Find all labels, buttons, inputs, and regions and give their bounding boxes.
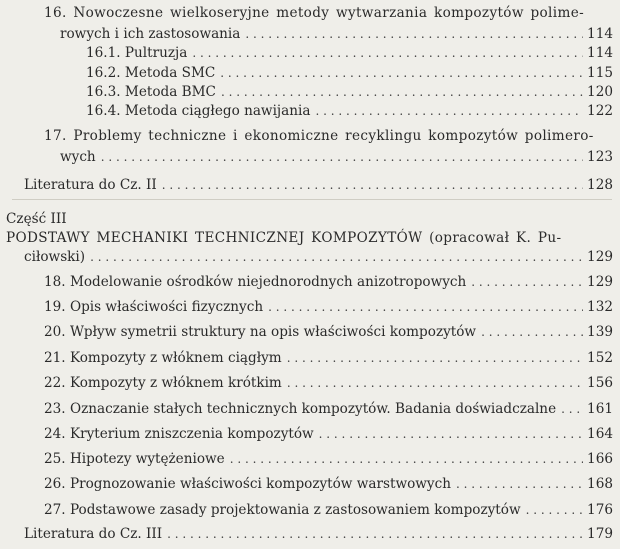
- dot-leader: [101, 149, 583, 166]
- toc-entry-title: Literatura do Cz. III: [24, 526, 163, 542]
- toc-entry-25: [44, 451, 613, 468]
- toc-page-number: 129: [587, 249, 613, 265]
- toc-entry-16-line1: 16. Nowoczesne wielkoseryjne metody wytwarzania kompozytów polime-: [44, 5, 585, 21]
- toc-page-number: 114: [587, 45, 613, 61]
- toc-entry-24: [44, 426, 613, 443]
- dot-leader: [220, 65, 583, 82]
- toc-page-number: 152: [587, 350, 613, 366]
- toc-page-number: 139: [587, 324, 613, 340]
- toc-page-number: 166: [587, 451, 613, 467]
- toc-entry-title: 16.4. Metoda ciągłego nawijania: [86, 103, 311, 119]
- dot-leader: [561, 401, 583, 418]
- toc-page-number: 161: [587, 401, 613, 417]
- toc-entry-title: 20. Wpływ symetrii struktury na opis właściwości kompozytów: [44, 324, 477, 340]
- toc-entry-22: [44, 375, 613, 392]
- toc-subentry-16-4: [86, 103, 613, 120]
- toc-page-number: 179: [587, 526, 613, 542]
- toc-entry-title: 27. Podstawowe zasady projektowania z zastosowaniem kompozytów: [44, 502, 521, 518]
- toc-entry-title: wych: [60, 149, 96, 165]
- toc-page-number: 122: [587, 103, 613, 119]
- toc-entry-26: [44, 476, 613, 493]
- part-title-line1: PODSTAWY MECHANIKI TECHNICZNEJ KOMPOZYTÓW (opracował K. Pu-: [6, 230, 562, 246]
- toc-page-number: 129: [587, 274, 613, 290]
- dot-leader: [526, 502, 583, 519]
- dot-leader: [221, 84, 583, 101]
- dot-leader: [245, 26, 583, 43]
- toc-entry-27: [44, 502, 613, 519]
- toc-page-number: 132: [587, 299, 613, 315]
- toc-entry-literature-part-3: [24, 526, 613, 543]
- part-label: Część III: [6, 211, 67, 227]
- dot-leader: [287, 350, 583, 367]
- dot-leader: [230, 451, 583, 468]
- dot-leader: [319, 426, 583, 443]
- toc-entry-title: Literatura do Cz. II: [24, 177, 157, 193]
- toc-entry-title: rowych i ich zastosowania: [60, 26, 241, 42]
- page-divider: [12, 199, 612, 200]
- toc-page-number: 168: [587, 476, 613, 492]
- toc-entry-title: 22. Kompozyty z włóknem krótkim: [44, 375, 282, 391]
- toc-page-number: 123: [587, 149, 613, 165]
- dot-leader: [268, 299, 583, 316]
- toc-entry-title: ciłowski): [24, 249, 86, 265]
- part-title-entry: [24, 249, 613, 266]
- toc-entry-title: 16.1. Pultruzja: [86, 45, 188, 61]
- toc-entry-21: [44, 350, 613, 367]
- toc-page-number: 128: [587, 177, 613, 193]
- toc-page-number: 156: [587, 375, 613, 391]
- toc-entry-17: [60, 149, 613, 166]
- toc-page-number: 120: [587, 84, 613, 100]
- toc-page-number: 164: [587, 426, 613, 442]
- toc-entry-19: [44, 299, 613, 316]
- toc-entry-title: 23. Oznaczanie stałych technicznych kompozytów. Badania doświadczalne: [44, 401, 557, 417]
- dot-leader: [481, 324, 583, 341]
- toc-subentry-16-1: [86, 45, 613, 62]
- dot-leader: [456, 476, 583, 493]
- toc-subentry-16-3: [86, 84, 613, 101]
- dot-leader: [162, 177, 583, 194]
- dot-leader: [471, 274, 583, 291]
- dot-leader: [192, 45, 583, 62]
- toc-entry-title: 24. Kryterium zniszczenia kompozytów: [44, 426, 314, 442]
- toc-entry-title: 18. Modelowanie ośrodków niejednorodnych anizotropowych: [44, 274, 467, 290]
- toc-entry-title: 26. Prognozowanie właściwości kompozytów warstwowych: [44, 476, 451, 492]
- toc-entry-20: [44, 324, 613, 341]
- dot-leader: [167, 526, 583, 543]
- toc-page-number: 176: [587, 502, 613, 518]
- toc-entry-23: [44, 401, 613, 418]
- toc-entry-16: [60, 26, 613, 43]
- toc-entry-title: 16.3. Metoda BMC: [86, 84, 216, 100]
- toc-entry-title: 21. Kompozyty z włóknem ciągłym: [44, 350, 282, 366]
- dot-leader: [287, 375, 583, 392]
- toc-entry-18: [44, 274, 613, 291]
- toc-subentry-16-2: [86, 65, 613, 82]
- toc-entry-literature-part-2: [24, 177, 613, 194]
- dot-leader: [90, 249, 583, 266]
- toc-entry-title: 25. Hipotezy wytężeniowe: [44, 451, 225, 467]
- toc-entry-title: 16.2. Metoda SMC: [86, 65, 216, 81]
- toc-entry-title: 19. Opis właściwości fizycznych: [44, 299, 264, 315]
- toc-entry-17-line1: 17. Problemy techniczne i ekonomiczne recyklingu kompozytów polimero-: [44, 128, 594, 144]
- dot-leader: [315, 103, 583, 120]
- toc-page-number: 114: [587, 26, 613, 42]
- toc-page-number: 115: [587, 65, 613, 81]
